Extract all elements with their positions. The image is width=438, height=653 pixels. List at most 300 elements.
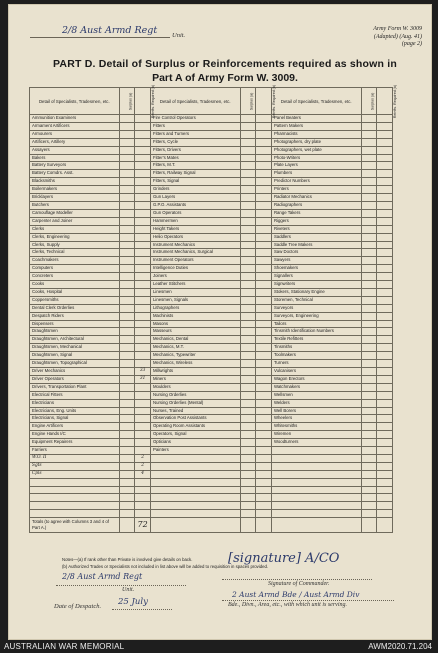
required-cell: 2	[135, 462, 151, 470]
surplus-cell	[119, 138, 135, 146]
column-header-required: Reinfts. Required (b)	[135, 88, 151, 115]
surplus-cell	[361, 494, 377, 502]
trade-label: Operators, Signal	[150, 431, 240, 439]
trade-label: Mechanics, Typewriter	[150, 352, 240, 360]
surplus-cell	[119, 225, 135, 233]
required-cell	[256, 470, 272, 478]
table-body	[30, 115, 393, 533]
trade-label: Camouflage Modeller	[30, 209, 120, 217]
trade-label: Coppersmiths	[30, 296, 120, 304]
trade-label: Armament Artificers	[30, 122, 120, 130]
required-cell	[135, 328, 151, 336]
required-cell	[256, 447, 272, 455]
archive-accession: AWM2020.71.204	[368, 642, 432, 651]
required-cell	[135, 146, 151, 154]
surplus-cell	[119, 170, 135, 178]
trade-label: Wheelers	[271, 415, 361, 423]
trade-label: Wellsmen	[271, 391, 361, 399]
surplus-cell	[240, 170, 256, 178]
unit-handwritten: 2/8 Aust Armd Regt	[62, 25, 158, 36]
surplus-cell	[240, 328, 256, 336]
column-header-surplus: Surplus (a)	[240, 88, 256, 115]
surplus-cell	[240, 225, 256, 233]
table-row	[30, 186, 393, 194]
surplus-cell	[240, 494, 256, 502]
trade-label: Intelligence Duties	[150, 265, 240, 273]
surplus-cell	[361, 454, 377, 462]
surplus-cell	[119, 201, 135, 209]
required-cell	[256, 233, 272, 241]
required-cell	[135, 383, 151, 391]
required-cell	[135, 186, 151, 194]
trade-label: Printers	[271, 186, 361, 194]
surplus-cell	[240, 344, 256, 352]
trade-label: Computers	[30, 265, 120, 273]
trade-label: Blacksmiths	[30, 178, 120, 186]
trade-label: Saw Doctors	[271, 249, 361, 257]
surplus-cell	[240, 281, 256, 289]
surplus-cell	[361, 178, 377, 186]
surplus-cell	[119, 423, 135, 431]
required-cell	[377, 478, 393, 486]
trade-label: Riveters	[271, 225, 361, 233]
required-cell	[135, 225, 151, 233]
required-cell	[135, 209, 151, 217]
surplus-cell	[240, 352, 256, 360]
surplus-cell	[361, 502, 377, 510]
surplus-cell	[240, 447, 256, 455]
trade-label: Concreters	[30, 273, 120, 281]
required-cell	[256, 154, 272, 162]
required-cell	[256, 209, 272, 217]
table-row	[30, 336, 393, 344]
required-cell	[135, 162, 151, 170]
trade-label: Coachmakers	[30, 257, 120, 265]
trade-label: Fitters and Turners	[150, 130, 240, 138]
required-cell	[256, 368, 272, 376]
trade-label: Lithographers	[150, 304, 240, 312]
required-cell	[377, 383, 393, 391]
surplus-cell	[240, 162, 256, 170]
required-cell	[256, 122, 272, 130]
surplus-cell	[119, 470, 135, 478]
required-cell	[135, 447, 151, 455]
trade-label	[271, 454, 361, 462]
required-cell	[256, 225, 272, 233]
required-cell	[256, 360, 272, 368]
trade-label: Miners	[150, 375, 240, 383]
table-row	[30, 273, 393, 281]
surplus-cell	[119, 115, 135, 123]
surplus-cell	[119, 273, 135, 281]
surplus-cell	[361, 249, 377, 257]
table-row	[30, 368, 393, 376]
trade-label: Mechanics, Wireless	[150, 360, 240, 368]
surplus-cell	[119, 391, 135, 399]
trade-label: Draughtsmen	[30, 328, 120, 336]
required-cell	[256, 320, 272, 328]
surplus-cell	[361, 470, 377, 478]
trade-label: Opticians	[150, 439, 240, 447]
required-cell	[256, 502, 272, 510]
blank-row	[30, 502, 393, 510]
required-cell	[377, 320, 393, 328]
required-cell	[135, 478, 151, 486]
bde-line	[222, 600, 394, 601]
handwritten-rank: Cpls	[30, 470, 120, 478]
trade-label: Bricklayers	[30, 194, 120, 202]
trade-label: Dental Clerk Orderlies	[30, 304, 120, 312]
trade-label: Grinders	[150, 186, 240, 194]
trade-label: Electricians	[30, 399, 120, 407]
trade-label: Masseurs	[150, 328, 240, 336]
trade-label: Radiator Mechanics	[271, 194, 361, 202]
trade-label: Riggers	[271, 217, 361, 225]
trade-label: Bakers	[30, 154, 120, 162]
required-cell	[256, 194, 272, 202]
table-row	[30, 447, 393, 455]
required-cell	[256, 288, 272, 296]
trade-label: Fitters, M.T.	[150, 162, 240, 170]
trade-label: Tailors	[271, 320, 361, 328]
required-cell	[256, 352, 272, 360]
surplus-cell	[361, 462, 377, 470]
surplus-cell	[240, 383, 256, 391]
trade-label	[271, 502, 361, 510]
trade-label	[271, 494, 361, 502]
surplus-cell	[240, 241, 256, 249]
required-cell	[377, 249, 393, 257]
trade-label: Saddle Tree Makers	[271, 241, 361, 249]
surplus-cell	[361, 217, 377, 225]
surplus-cell	[240, 423, 256, 431]
trade-label: Tinsmith Identification Numbers	[271, 328, 361, 336]
surplus-cell	[361, 281, 377, 289]
surplus-cell	[119, 462, 135, 470]
required-cell	[256, 375, 272, 383]
surplus-cell	[119, 360, 135, 368]
surplus-cell	[361, 288, 377, 296]
required-cell	[135, 510, 151, 518]
required-cell: 33	[135, 368, 151, 376]
required-cell	[135, 201, 151, 209]
required-cell	[135, 336, 151, 344]
required-cell: 4	[135, 470, 151, 478]
surplus-cell	[240, 518, 256, 533]
required-cell	[256, 178, 272, 186]
required-cell	[256, 344, 272, 352]
table-row	[30, 288, 393, 296]
required-cell	[135, 415, 151, 423]
trade-label: Clerks, Engineering	[30, 233, 120, 241]
surplus-cell	[361, 304, 377, 312]
table-row	[30, 194, 393, 202]
surplus-cell	[240, 312, 256, 320]
surplus-cell	[361, 209, 377, 217]
required-cell	[256, 518, 272, 533]
required-cell	[256, 304, 272, 312]
despatch-line	[112, 609, 172, 610]
surplus-cell	[240, 415, 256, 423]
trade-label: Battery Surveyors	[30, 162, 120, 170]
trade-label	[150, 462, 240, 470]
trade-label	[30, 510, 120, 518]
trade-label: Wiremen	[271, 431, 361, 439]
required-cell	[377, 146, 393, 154]
required-cell	[256, 273, 272, 281]
trade-label: Radiographers	[271, 201, 361, 209]
required-cell	[135, 423, 151, 431]
surplus-cell	[361, 486, 377, 494]
required-cell: 31	[135, 375, 151, 383]
surplus-cell	[240, 154, 256, 162]
required-cell	[377, 431, 393, 439]
required-cell	[377, 423, 393, 431]
required-cell	[135, 138, 151, 146]
table-row	[30, 312, 393, 320]
trade-label: Nursing Orderlies	[150, 391, 240, 399]
required-cell	[377, 178, 393, 186]
required-cell	[256, 249, 272, 257]
required-cell	[135, 217, 151, 225]
trade-label: Pharmacists	[271, 130, 361, 138]
blank-row	[30, 510, 393, 518]
note-b: (b) Authorized Trades or Specialists not included in list above will be added to requisition in spaces provided.	[62, 564, 269, 569]
surplus-cell	[119, 154, 135, 162]
required-cell	[256, 328, 272, 336]
blank-row	[30, 486, 393, 494]
trade-label: Vulcanisers	[271, 368, 361, 376]
trade-label: Welders	[271, 399, 361, 407]
signature-label: Signature of Commander.	[268, 581, 330, 587]
trade-label: Assayers	[30, 146, 120, 154]
trade-label: Storemen, Technical	[271, 296, 361, 304]
required-cell	[377, 233, 393, 241]
surplus-cell	[119, 439, 135, 447]
table-row	[30, 233, 393, 241]
footer-unit-line	[56, 585, 186, 586]
table-row	[30, 431, 393, 439]
surplus-cell	[240, 470, 256, 478]
trade-label: Ammunition Examiners	[30, 115, 120, 123]
surplus-cell	[119, 375, 135, 383]
table-row	[30, 225, 393, 233]
surplus-cell	[119, 447, 135, 455]
required-cell	[256, 510, 272, 518]
table-row	[30, 257, 393, 265]
surplus-cell	[361, 336, 377, 344]
trade-label: Panel Beaters	[271, 115, 361, 123]
required-cell	[135, 352, 151, 360]
trade-label: Saddlers	[271, 233, 361, 241]
table-row	[30, 178, 393, 186]
trade-label: Sawyers	[271, 257, 361, 265]
trade-label: Draughtsmen, Architectural	[30, 336, 120, 344]
table-row	[30, 241, 393, 249]
trade-label: Gun Operators	[150, 209, 240, 217]
table-row	[30, 122, 393, 130]
surplus-cell	[119, 454, 135, 462]
required-cell	[256, 439, 272, 447]
table-row	[30, 360, 393, 368]
trade-label: Surveyors	[271, 304, 361, 312]
surplus-cell	[240, 217, 256, 225]
trade-label: Boilermakers	[30, 186, 120, 194]
surplus-cell	[361, 115, 377, 123]
trade-label: Clerks, Technical	[30, 249, 120, 257]
trade-label: Artificers, Artillery	[30, 138, 120, 146]
required-cell	[135, 257, 151, 265]
required-cell	[135, 281, 151, 289]
form-ref-line: (page 2)	[401, 41, 422, 47]
trade-label: Fitters, Railway Signal	[150, 170, 240, 178]
surplus-cell	[119, 217, 135, 225]
trade-label: Butchers	[30, 201, 120, 209]
trade-label: Moulders	[150, 383, 240, 391]
surplus-cell	[119, 336, 135, 344]
trade-label: Farriers	[30, 447, 120, 455]
required-cell	[377, 257, 393, 265]
required-cell	[377, 273, 393, 281]
trade-label: Gun Layers	[150, 194, 240, 202]
surplus-cell	[119, 328, 135, 336]
surplus-cell	[361, 201, 377, 209]
required-cell	[256, 407, 272, 415]
bde-label: Bde., Divn., Area, etc., with which unit is serving.	[228, 602, 347, 608]
totals-required: 72	[135, 518, 151, 533]
surplus-cell	[240, 138, 256, 146]
surplus-cell	[119, 233, 135, 241]
footer-unit-label: Unit.	[122, 587, 135, 593]
surplus-cell	[361, 447, 377, 455]
surplus-cell	[119, 399, 135, 407]
trade-label: Millwrights	[150, 368, 240, 376]
required-cell	[377, 312, 393, 320]
required-cell	[377, 122, 393, 130]
surplus-cell	[119, 257, 135, 265]
surplus-cell	[361, 162, 377, 170]
table-row	[30, 399, 393, 407]
required-cell	[135, 320, 151, 328]
table-row	[30, 249, 393, 257]
surplus-cell	[361, 352, 377, 360]
required-cell	[377, 344, 393, 352]
required-cell	[377, 201, 393, 209]
handwritten-rank: Sgts	[30, 462, 120, 470]
trade-label	[271, 478, 361, 486]
required-cell	[135, 399, 151, 407]
surplus-cell	[119, 344, 135, 352]
required-cell	[135, 122, 151, 130]
required-cell	[256, 138, 272, 146]
required-cell	[256, 462, 272, 470]
trade-label	[150, 486, 240, 494]
surplus-cell	[240, 502, 256, 510]
required-cell	[377, 407, 393, 415]
required-cell	[256, 494, 272, 502]
column-header-detail: Detail of Specialists, Tradesmen, etc.	[271, 88, 361, 115]
required-cell	[377, 138, 393, 146]
surplus-cell	[240, 360, 256, 368]
required-cell	[135, 486, 151, 494]
surplus-cell	[240, 431, 256, 439]
trade-label: Linesmen, Signals	[150, 296, 240, 304]
trade-label: Instrument Mechanics	[150, 241, 240, 249]
trade-label	[150, 510, 240, 518]
surplus-cell	[119, 194, 135, 202]
required-cell	[377, 439, 393, 447]
trade-label: Linesmen	[150, 288, 240, 296]
totals-row	[30, 518, 393, 533]
surplus-cell	[361, 273, 377, 281]
surplus-cell	[361, 368, 377, 376]
required-cell	[256, 170, 272, 178]
required-cell	[135, 288, 151, 296]
trade-label: Instrument Mechanics, Surgical	[150, 249, 240, 257]
trade-label	[30, 494, 120, 502]
trade-label: Joiners	[150, 273, 240, 281]
trade-label: Cooks	[30, 281, 120, 289]
table-row	[30, 344, 393, 352]
required-cell	[256, 423, 272, 431]
required-cell	[135, 130, 151, 138]
table-row	[30, 352, 393, 360]
surplus-cell	[119, 186, 135, 194]
surplus-cell	[361, 423, 377, 431]
trade-label: Draughtsmen, Topographical	[30, 360, 120, 368]
required-cell	[377, 399, 393, 407]
required-cell	[135, 431, 151, 439]
surplus-cell	[119, 281, 135, 289]
totals-surplus	[119, 518, 135, 533]
table-header-row	[30, 88, 393, 115]
table-row	[30, 320, 393, 328]
required-cell	[135, 273, 151, 281]
surplus-cell	[361, 431, 377, 439]
surplus-cell	[240, 399, 256, 407]
required-cell	[377, 217, 393, 225]
table-row	[30, 138, 393, 146]
surplus-cell	[361, 518, 377, 533]
required-cell	[377, 194, 393, 202]
trade-label: Fitters, Cycle	[150, 138, 240, 146]
surplus-cell	[119, 241, 135, 249]
required-cell	[377, 368, 393, 376]
surplus-cell	[361, 225, 377, 233]
required-cell	[135, 194, 151, 202]
surplus-cell	[240, 486, 256, 494]
surplus-cell	[361, 320, 377, 328]
required-cell	[377, 296, 393, 304]
trade-label: Helio Operators	[150, 233, 240, 241]
surplus-cell	[240, 391, 256, 399]
surplus-cell	[361, 241, 377, 249]
trade-label: Clerks	[30, 225, 120, 233]
surplus-cell	[119, 288, 135, 296]
table-row	[30, 470, 393, 478]
required-cell	[135, 304, 151, 312]
required-cell	[135, 312, 151, 320]
required-cell	[377, 304, 393, 312]
required-cell	[135, 241, 151, 249]
required-cell	[377, 328, 393, 336]
surplus-cell	[119, 320, 135, 328]
surplus-cell	[240, 439, 256, 447]
required-cell	[256, 486, 272, 494]
unit-underline	[30, 37, 170, 38]
required-cell	[256, 201, 272, 209]
surplus-cell	[119, 162, 135, 170]
